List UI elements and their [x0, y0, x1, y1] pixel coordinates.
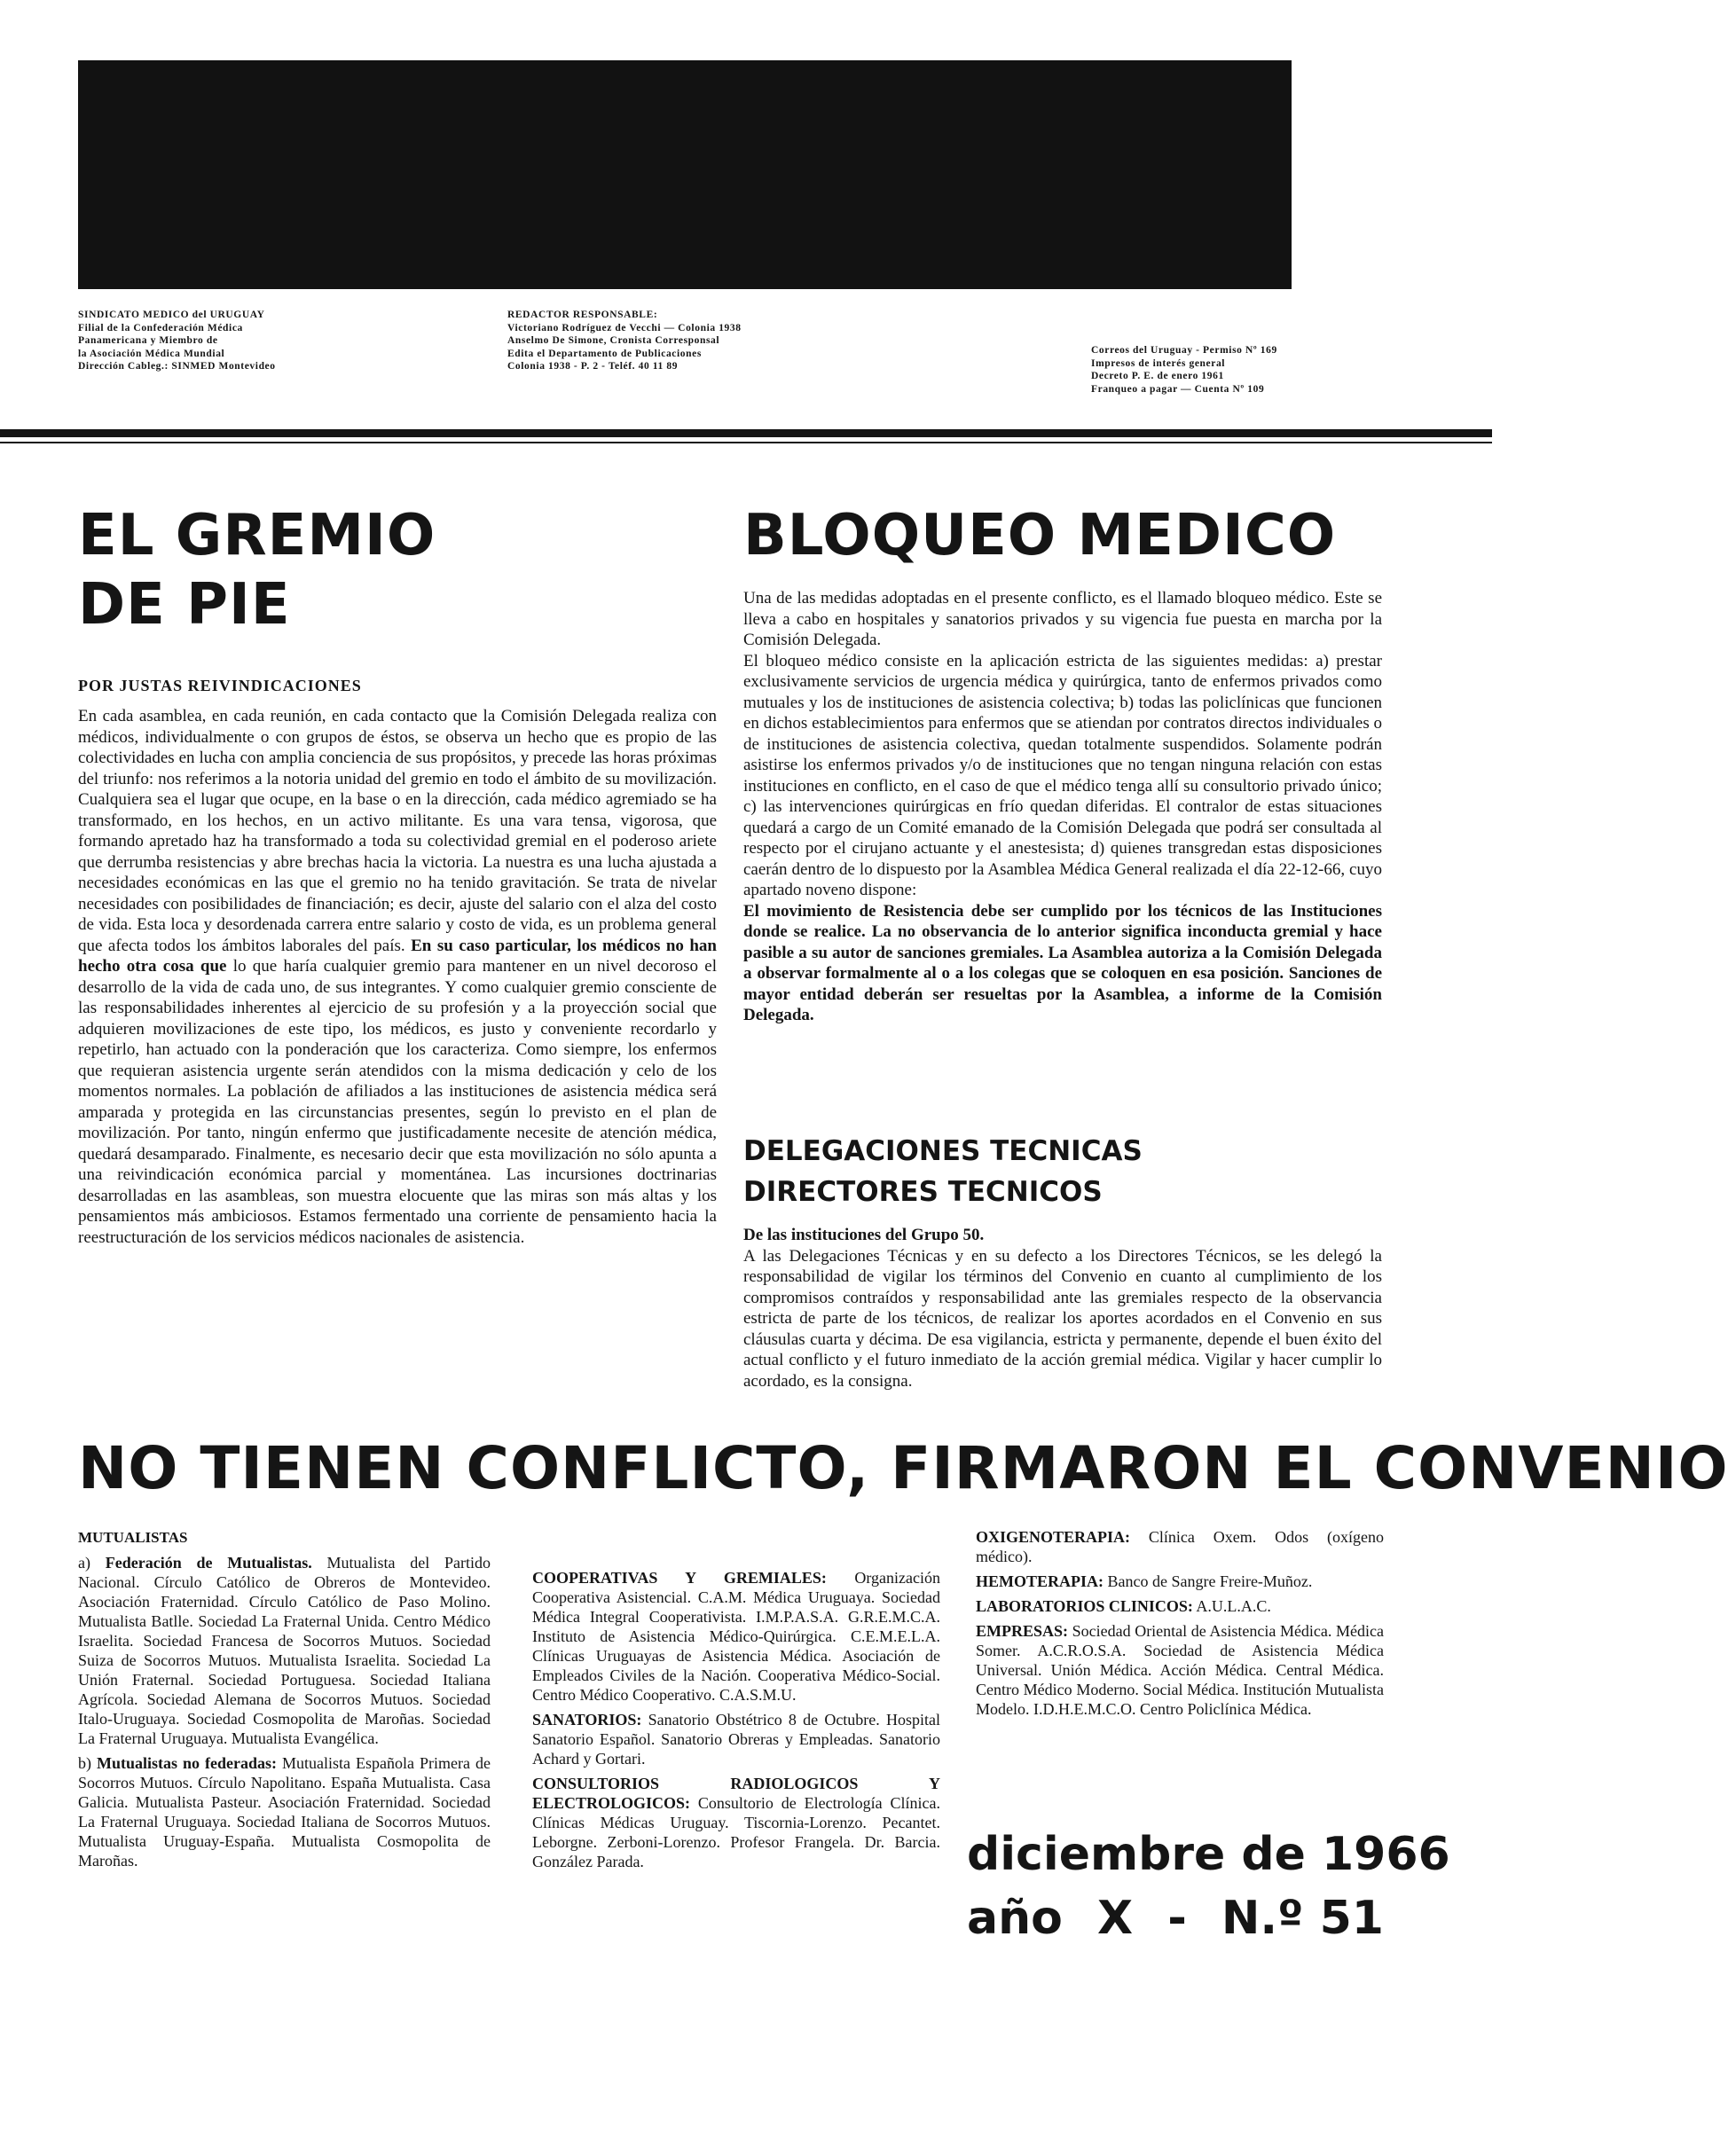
article-delegaciones — [743, 1131, 1382, 1392]
article-bloqueo-medico — [743, 501, 1382, 1026]
header-right-line: Franqueo a pagar — Cuenta Nº 109 — [1091, 383, 1265, 395]
article-title — [78, 501, 717, 639]
article-paragraph: A las Delegaciones Técnicas y en su defecto a los Directores Técnicos, se les delegó la responsabilidad de vigilar los términos del Convenio en cuanto al cumplimiento de los compromisos contraídos y responsabilidad ante las gremiales respecto de la observancia estricta de parte de los técnicos, de realizar los aportes acordados en el Convenio en sus cláusulas cuarta y décima. De esa vigilancia, estricta y permanente, depende el buen éxito del actual conflicto y el futuro inmediato de la acción gremial médica. Vigilar y hacer cumplir lo acordado, es la consigna. — [743, 1246, 1382, 1391]
list-item-label: b) — [78, 1754, 97, 1772]
header-center-line: Anselmo De Simone, Cronista Corresponsal — [507, 335, 720, 346]
article-kicker: De las instituciones del Grupo 50. — [743, 1226, 985, 1244]
header-right-line: Decreto P. E. de enero 1961 — [1091, 371, 1224, 381]
article-title-line: EL GREMIO — [78, 503, 436, 568]
list-text: Organización Cooperativa Asistencial. C.A.M. Médica Uruguaya. Sociedad Médica Integral Cooperativista. I.M.P.A.S.A. G.R.E.M.C.A. Instituto de Asistencia Médico-Quirúrgica. C.E.M.E.L.A. Clínicas Uruguayas de Asistencia Médica. Asociación de Empleados Civiles de la Nación. Cooperativa Médico-Social. Centro Médico Cooperativo. C.A.S.M.U. — [532, 1569, 940, 1704]
list-subheading: Federación de Mutualistas. — [105, 1554, 312, 1572]
list-item-label: a) — [78, 1554, 106, 1572]
header-center-line: Colonia 1938 - P. 2 - Teléf. 40 11 89 — [507, 361, 679, 372]
article-title-line: DIRECTORES TECNICOS — [743, 1176, 1103, 1208]
banner — [78, 1433, 1728, 1504]
header-right-line: Impresos de interés general — [1091, 357, 1226, 369]
list-text: Sanatorio Obstétrico 8 de Octubre. Hospital Sanatorio Español. Sanatorio Obreras y Empleadas. Sanatorio Achard y Gortari. — [532, 1711, 940, 1768]
list-heading: EMPRESAS: — [976, 1622, 1069, 1640]
article-paragraph: Una de las medidas adoptadas en el presente conflicto, es el llamado bloqueo médico. Este se lleva a cabo en hospitales y sanatorios privados y su vigencia fue puesta en marcha por la Comisión Delegada. — [743, 589, 1382, 649]
header-left-line: Panamericana y Miembro de — [78, 335, 218, 346]
issue-date: diciembre de 1966 — [967, 1828, 1450, 1881]
header-editor-info — [507, 309, 742, 373]
issue-year-label: año — [967, 1892, 1063, 1945]
header-postal-info — [1091, 344, 1277, 396]
list-heading: LABORATORIOS CLINICOS: — [976, 1597, 1193, 1615]
list-subheading: Mutualistas no federadas: — [97, 1754, 278, 1772]
issue-info — [967, 1823, 1450, 1950]
header-left-line: SINDICATO MEDICO del URUGUAY — [78, 310, 265, 320]
list-text: Clínica Oxem. Odos (oxígeno médico). — [976, 1528, 1384, 1565]
article-body — [743, 1225, 1382, 1392]
issue-separator: - — [1167, 1892, 1187, 1945]
article-body — [78, 706, 717, 1248]
list-heading: SANATORIOS: — [532, 1711, 642, 1729]
article-text-bold: El movimiento de Resistencia debe ser cumplido por los técnicos de las Instituciones donde se realice. La no observancia de lo anterior significa inconducta gremial y hace pasible a su autor de sanciones gremiales. La Asamblea autoriza a la Comisión Delegada a observar formalmente al o a los colegas que se coloquen en esa posición. Sanciones de mayor entidad deberán ser resueltas por la Asamblea, a informe de la Comisión Delegada. — [743, 901, 1382, 1024]
list-column-otros — [976, 1527, 1384, 1724]
masthead-image — [78, 60, 1292, 289]
article-body — [743, 588, 1382, 1026]
list-column-mutualistas — [78, 1527, 491, 1876]
issue-year: X — [1096, 1892, 1134, 1945]
header-divider-thin — [0, 442, 1492, 443]
header-left-line: Filial de la Confederación Médica — [78, 322, 243, 333]
header-center-line: Edita el Departamento de Publicaciones — [507, 348, 702, 359]
article-kicker: POR JUSTAS REIVINDICACIONES — [78, 677, 362, 694]
list-text: Banco de Sangre Freire-Muñoz. — [1104, 1572, 1313, 1590]
article-title — [743, 1131, 1382, 1212]
header-publisher-info — [78, 309, 276, 373]
article-title-line: DELEGACIONES TECNICAS — [743, 1135, 1143, 1167]
article-text: lo que haría cualquier gremio para mantener en un nivel decoroso el desarrollo de la vida de cada uno, de sus integrantes. Y como cualquier gremio consciente de las responsabilidades inherentes al ejercicio de su profesión y a la proyección social que adquieren movilizaciones de este tipo, los médicos, es justo y conveniente recordarlo y repetirlo, han actuado con la ponderación que los caracteriza. Como siempre, los enfermos que requieran asistencia urgente serán atendidos con la misma dedicación y celo de los momentos normales. La población de afiliados a las instituciones de asistencia médica será amparada y protegida en las circunstancias presentes, según lo previsto en el plan de movilización. Por tanto, ningún enfermo que justificadamente necesite de atención médica, quedará desamparado. Finalmente, es necesario decir que esta movilización no sólo apunta a una reivindicación económica parcial y momentánea. Las incursiones doctrinarias desarrolladas en las asambleas, son muestra elocuente que las miras son más altas y los pensamientos más ambiciosos. Estamos fermentado una corriente de pensamiento hacia la reestructuración de los servicios médicos nacionales de asistencia. — [78, 957, 718, 1247]
list-text: Mutualista Española Primera de Socorros Mutuos. Círculo Napolitano. España Mutualista. Casa Galicia. Mutualista Pasteur. Asociación Fraternidad. Sociedad La Fraternal Uruguaya. Sociedad Italiana de Socorros Mutuos. Mutualista Uruguay-España. Mutualista Cosmopolita de Maroñas. — [78, 1754, 491, 1870]
article-text: En cada asamblea, en cada reunión, en cada contacto que la Comisión Delegada realiza con médicos, individualmente o con grupos de éstos, se observa un hecho que es propio de las colectividades en lucha con amplia conciencia de sus propósitos, y precede las horas próximas del triunfo: nos referimos a la notoria unidad del gremio en todo el ámbito de su movilización. Cualquiera sea el lugar que ocupe, en la base o en la dirección, cada médico agremiado se ha transformado, en los hechos, en un activo militante. Es una vara tensa, vigorosa, que formando apretado haz ha transformado a toda su colectividad gremial en el poderoso ariete que derrumba resistencias y abre brechas hacia la victoria. La nuestra es una lucha ajustada a necesidades económicas en las que el gremio no ha tenido gravitación. Se trata de nivelar necesidades con posibilidades de financiación; es decir, ajuste del salario con el alza del costo de vida. Esta loca y desordenada carrera entre salario y costo de vida, es un problema general que afecta todos los ámbitos laborales del país. — [78, 707, 717, 955]
issue-number-value: N.º 51 — [1221, 1892, 1384, 1945]
list-text: Consultorio de Electrología Clínica. Clínicas Médicas Uruguay. Tiscornia-Lorenzo. Pecantet. Leborgne. Zerboni-Lorenzo. Profesor Frangela. Dr. Barcia. González Parada. — [532, 1794, 940, 1870]
article-text-bold: En su caso particular, los médicos no han hecho otra cosa que — [78, 936, 717, 976]
banner-title: NO TIENEN CONFLICTO, FIRMARON EL CONVENIO — [78, 1434, 1728, 1502]
list-heading: OXIGENOTERAPIA: — [976, 1528, 1131, 1546]
article-paragraph: El bloqueo médico consiste en la aplicación estricta de las siguientes medidas: a) prestar exclusivamente servicios de urgencia médica y quirúrgica, tanto de enfermos privados como mutuales y los de instituciones de asistencia colectiva; b) todas las policlínicas que funcionen en dichos establecimientos para enfermos que se atiendan por contratos directos individuales o de instituciones de asistencia colectiva, quedan totalmente suspendidos. Solamente podrán asistirse los enfermos privados y/o de instituciones que no tengan ninguna relación con estas instituciones en conflicto, en el caso de que el médico tenga allí su consultorio privado único; c) las intervenciones quirúrgicas en frío quedan diferidas. El contralor de estas situaciones quedará a cargo de un Comité emanado de la Comisión Delegada que podrá ser consultada al respecto por el cirujano actuante y el anestesista; d) quienes transgredan estas disposiciones caerán dentro de lo dispuesto por la Asamblea Médica General realizada el día 22-12-66, cuyo apartado noveno dispone: — [743, 651, 1382, 899]
header-right-line: Correos del Uruguay - Permiso Nº 169 — [1091, 345, 1277, 356]
article-title: BLOQUEO MEDICO — [743, 503, 1337, 568]
list-column-cooperativas — [532, 1568, 940, 1877]
issue-number — [967, 1886, 1384, 1950]
header-left-line: la Asociación Médica Mundial — [78, 348, 225, 359]
header-left-line: Dirección Cableg.: SINMED Montevideo — [78, 361, 276, 372]
article-el-gremio — [78, 501, 717, 1248]
list-heading: MUTUALISTAS — [78, 1529, 188, 1546]
list-text: Mutualista del Partido Nacional. Círculo Católico de Obreros de Montevideo. Asociación Fraternidad. Círculo Católico de Paso Molino. Mutualista Batlle. Sociedad La Fraternal Unida. Centro Médico Israelita. Sociedad Francesa de Socorros Mutuos. Sociedad Suiza de Socorros Mutuos. Mutualista Israelita. Sociedad La Unión Fraternal. Sociedad Portuguesa. Sociedad Italiana Agrícola. Sociedad Alemana de Socorros Mutuos. Sociedad Italo-Uruguaya. Sociedad Cosmopolita de Maroñas. Sociedad La Fraternal Uruguaya. Mutualista Evangélica. — [78, 1554, 491, 1747]
header-center-line: Victoriano Rodríguez de Vecchi — Colonia 1938 — [507, 322, 742, 333]
list-text: A.U.L.A.C. — [1192, 1597, 1271, 1615]
header-divider — [0, 429, 1492, 437]
list-heading: CONSULTORIOS RADIOLOGICOS Y ELECTROLOGICOS: — [532, 1775, 940, 1812]
list-heading: COOPERATIVAS Y GREMIALES: — [532, 1569, 827, 1587]
list-heading: HEMOTERAPIA: — [976, 1572, 1104, 1590]
article-title-line: DE PIE — [78, 572, 291, 638]
list-text: Sociedad Oriental de Asistencia Médica. Médica Somer. A.C.R.O.S.A. Sociedad de Asistencia Médica Universal. Unión Médica. Acción Médica. Central Médica. Centro Médico Moderno. Social Médica. Institución Mutualista Modelo. I.D.H.E.M.C.O. Centro Policlínica Médica. — [976, 1622, 1384, 1718]
header-center-line: REDACTOR RESPONSABLE: — [507, 310, 658, 320]
